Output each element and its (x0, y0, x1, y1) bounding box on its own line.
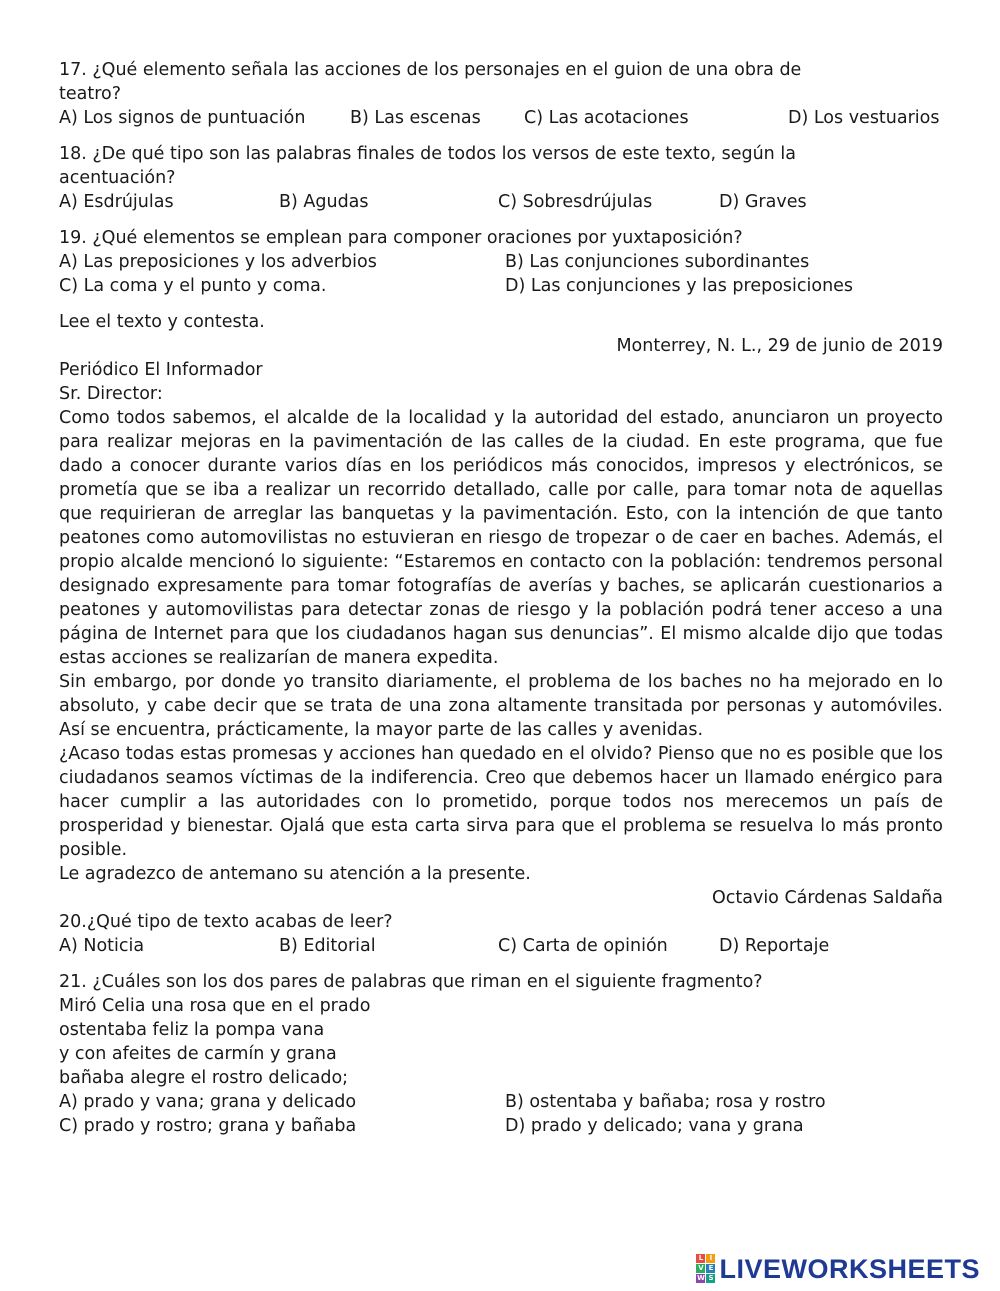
question-19-text-1: 19. ¿Qué elementos se emplean para componer oraciones por yuxtaposición? (59, 228, 743, 248)
reading-section (59, 310, 943, 910)
question-17 (59, 58, 943, 130)
question-18-option-a[interactable]: A) Esdrújulas (59, 192, 174, 212)
question-21-option-d[interactable]: D) prado y delicado; vana y grana (505, 1116, 804, 1136)
question-18-text-2: acentuación? (59, 168, 176, 188)
poem-verse-2: ostentaba feliz la pompa vana (59, 1020, 325, 1040)
logo-tile-3: V (698, 1264, 704, 1272)
question-20-options (59, 934, 943, 958)
letter-signature: Octavio Cárdenas Saldaña (711, 888, 943, 908)
question-17-text-2: teatro? (59, 84, 122, 104)
question-18-option-b[interactable]: B) Agudas (279, 192, 369, 212)
logo-tile-4: E (706, 1264, 715, 1273)
question-17-option-c[interactable]: C) Las acotaciones (524, 108, 689, 128)
question-20-option-d[interactable]: D) Reportaje (719, 936, 830, 956)
question-19-option-a[interactable]: A) Las preposiciones y los adverbios (59, 252, 377, 272)
question-20-option-a[interactable]: A) Noticia (59, 936, 145, 956)
question-19 (59, 226, 943, 298)
question-17-text-1: 17. ¿Qué elemento señala las acciones de los personajes en el guion de una obra de (59, 60, 802, 80)
letter-paragraph-3: ¿Acaso todas estas promesas y acciones han quedado en el olvido? Pienso que no es posible que los ciudadanos seamos víctimas de la indiferencia. Creo que debemos hacer un llamado enérgico para hacer cumplir a las autoridades con lo prometido, porque todos nos merecemos un país de prosperidad y bienestar. Ojalá que esta carta sirva para que el problema se resuelva lo más pronto posible. (59, 744, 943, 860)
question-21-option-c[interactable]: C) prado y rostro; grana y bañaba (59, 1116, 357, 1136)
question-21-options-row-2 (59, 1114, 943, 1138)
question-21-options-row-1 (59, 1090, 943, 1114)
question-18-text-1: 18. ¿De qué tipo son las palabras finales de todos los versos de este texto, según la (59, 144, 796, 164)
worksheet-page (59, 58, 943, 1150)
question-21-option-a[interactable]: A) prado y vana; grana y delicado (59, 1092, 357, 1112)
letter-paragraph-2: Sin embargo, por donde yo transito diariamente, el problema de los baches no ha mejorado en lo absoluto, y cabe decir que se trata de una zona altamente transitada por personas y automóviles. Así se encuentra, prácticamente, la mayor parte de las calles y avenidas. (59, 672, 943, 740)
letter-closing: Le agradezco de antemano su atención a la presente. (59, 864, 531, 884)
logo-tile-6: S (708, 1274, 714, 1282)
question-19-option-b[interactable]: B) Las conjunciones subordinantes (505, 252, 810, 272)
question-17-option-a[interactable]: A) Los signos de puntuación (59, 108, 306, 128)
logo-tile-2: I (706, 1254, 715, 1263)
poem-verse-4: bañaba alegre el rostro delicado; (59, 1068, 349, 1088)
question-21-text: 21. ¿Cuáles son los dos pares de palabras que riman en el siguiente fragmento? (59, 972, 763, 992)
question-20-option-b[interactable]: B) Editorial (279, 936, 376, 956)
letter-place-date: Monterrey, N. L., 29 de junio de 2019 (616, 336, 943, 356)
question-19-option-d[interactable]: D) Las conjunciones y las preposiciones (505, 276, 854, 296)
letter-recipient: Periódico El Informador (59, 360, 263, 380)
letter-salutation: Sr. Director: (59, 384, 163, 404)
question-19-option-c[interactable]: C) La coma y el punto y coma. (59, 276, 327, 296)
question-18-option-d[interactable]: D) Graves (719, 192, 807, 212)
letter-paragraph-1: Como todos sabemos, el alcalde de la localidad y la autoridad del estado, anunciaron un proyecto para realizar mejoras en la pavimentación de las calles de la ciudad. En este programa, que fue dado a conocer durante varios días en los periódicos más conocidos, impresos y electrónicos, se prometía que se iba a realizar un recorrido detallado, calle por calle, para tomar nota de aquellas que requirieran de arreglar las banquetas y la pavimentación. Esto, con la intención de que tanto peatones como automovilistas no estuvieran en riesgo de tropezar o de caer en baches. Además, el propio alcalde mencionó lo siguiente: “Estaremos en contacto con la población: tendremos personal designado expresamente para tomar fotografías de averías y baches, se aplicarán cuestionarios a peatones y automovilistas para detectar zonas de riesgo y la población podrá tener acceso a una página de Internet para que los ciudadanos hagan sus denuncias”. El mismo alcalde dijo que todas estas acciones se realizarían de manera expedita. (59, 408, 943, 668)
question-17-option-d[interactable]: D) Los vestuarios (788, 108, 940, 128)
question-21-option-b[interactable]: B) ostentaba y bañaba; rosa y rostro (505, 1092, 826, 1112)
brand-name: LIVEWORKSHEETS (719, 1253, 980, 1284)
poem-verse-1: Miró Celia una rosa que en el prado (59, 996, 371, 1016)
question-20 (59, 910, 943, 958)
question-18-options (59, 190, 943, 214)
question-17-option-b[interactable]: B) Las escenas (350, 108, 481, 128)
question-20-text: 20.¿Qué tipo de texto acabas de leer? (59, 912, 393, 932)
question-18 (59, 142, 943, 214)
question-18-option-c[interactable]: C) Sobresdrújulas (498, 192, 653, 212)
question-21 (59, 970, 943, 1138)
logo-tile-5: W (697, 1274, 705, 1282)
logo-icon (696, 1254, 715, 1283)
liveworksheets-logo (696, 1254, 980, 1283)
question-19-options-row-1 (59, 250, 943, 274)
question-20-option-c[interactable]: C) Carta de opinión (498, 936, 668, 956)
logo-tile-1: L (696, 1254, 705, 1263)
question-19-options-row-2 (59, 274, 943, 298)
question-17-options (59, 106, 943, 130)
reading-instruction: Lee el texto y contesta. (59, 312, 265, 332)
poem-verse-3: y con afeites de carmín y grana (59, 1044, 337, 1064)
